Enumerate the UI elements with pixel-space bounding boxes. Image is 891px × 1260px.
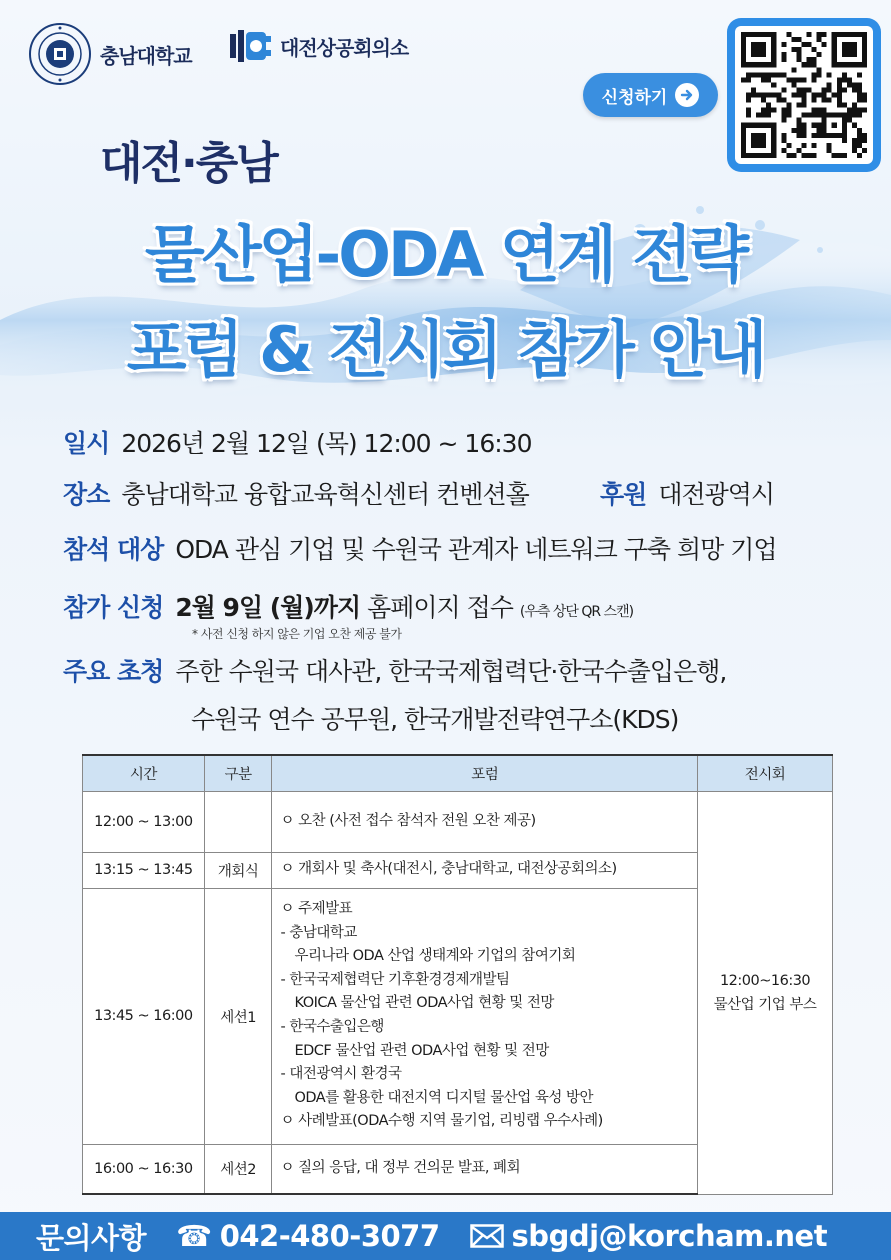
invite-label: 주요 초청 [63,657,164,686]
info-sponsor [600,475,774,511]
forum-line: - 대전광역시 환경국 [280,1066,402,1083]
phone-icon: ☎ [176,1219,212,1253]
title-region: 대전·충남 [100,138,277,189]
target-label: 참석 대상 [63,535,164,564]
phone-number: 042-480-3077 [219,1219,440,1253]
info-invite-2 [191,700,678,736]
forum-line: EDCF 물산업 관련 ODA사업 현황 및 전망 [294,1042,549,1059]
exhibition-desc: 물산업 기업 부스 [713,996,817,1013]
forum-line: - 한국국제협력단 기후환경경제개발팀 [280,971,510,988]
title-main-line2: 포럼 & 전시회 참가 안내 [126,313,765,386]
sponsor-value: 대전광역시 [658,480,775,509]
cnu-logo [28,22,192,86]
sponsor-label: 후원 [600,480,647,509]
contact-email[interactable] [470,1219,828,1253]
venue-value: 충남대학교 융합교육혁신센터 컨벤션홀 [121,480,529,509]
qr-code-icon [741,32,867,158]
apply-note: * 사전 신청 하지 않은 기업 오찬 제공 불가 [192,627,402,641]
university-seal-icon [28,22,92,86]
forum-line: ㅇ 주제발표 [280,901,353,918]
info-date [63,424,531,460]
table-header-row [83,755,833,791]
forum-line: - 한국수출입은행 [280,1019,384,1035]
arrow-right-icon [675,83,699,107]
apply-deadline: 2월 9일 (월)까지 [175,593,361,622]
target-value: ODA 관심 기업 및 수원국 관계자 네트워크 구축 희망 기업 [175,535,777,564]
invite-line1: 주한 수원국 대사관, 한국국제협력단·한국수출입은행, [175,657,727,686]
row-category [204,791,272,852]
row-forum [272,1144,698,1194]
row-forum [272,791,698,852]
apply-button[interactable] [583,73,718,117]
header-forum: 포럼 [272,755,698,791]
contact-footer [0,1212,891,1260]
qr-code[interactable] [727,18,881,172]
chamber-name: 대전상공회의소 [280,35,409,60]
forum-line: KOICA 물산업 관련 ODA사업 현황 및 전망 [294,995,554,1012]
apply-label: 참가 신청 [63,593,164,622]
gear-logo-icon [228,26,274,66]
row-time: 13:45 ~ 16:00 [83,888,205,1144]
invite-line2: 수원국 연수 공무원, 한국개발전략연구소(KDS) [191,705,679,734]
schedule-table [82,754,833,1195]
header-exhibition: 전시회 [698,755,833,791]
forum-line: ㅇ 개회사 및 축사(대전시, 충남대학교, 대전상공회의소) [280,861,617,878]
row-time: 13:15 ~ 13:45 [83,852,205,888]
forum-line: - 충남대학교 [280,924,357,941]
row-forum [272,852,698,888]
forum-line: 우리나라 ODA 산업 생태계와 기업의 참여기회 [294,948,576,965]
contact-phone[interactable] [176,1219,439,1253]
forum-line: ㅇ 사례발표(ODA수행 지역 물기업, 리빙랩 우수사례) [280,1113,603,1130]
row-time: 16:00 ~ 16:30 [83,1144,205,1194]
date-value: 2026년 2월 12일 (목) 12:00 ~ 16:30 [121,429,532,458]
info-venue [63,475,529,511]
apply-value: 홈페이지 접수 [367,593,513,622]
row-category: 세션2 [204,1144,272,1194]
info-invite [63,652,726,688]
table-row [83,791,833,852]
date-label: 일시 [63,429,110,458]
apply-hint: (우측 상단 QR 스캔) [519,604,634,620]
university-name: 충남대학교 [100,43,192,68]
exhibition-cell [698,791,833,1194]
forum-line: ㅇ 오찬 (사전 접수 참석자 전원 오찬 제공) [280,812,536,829]
title-main-line1: 물산업-ODA 연계 전략 [144,218,747,291]
contact-label: 문의사항 [36,1220,147,1255]
forum-line: ㅇ 질의 응답, 대 정부 건의문 발표, 폐회 [280,1159,521,1176]
info-target [63,530,777,566]
forum-line: ODA를 활용한 대전지역 디지털 물산업 육성 방안 [294,1089,594,1106]
apply-button-label: 신청하기 [601,87,668,107]
info-apply [63,588,633,624]
header-category: 구분 [204,755,272,791]
exhibition-time: 12:00~16:30 [719,972,811,989]
row-category: 세션1 [204,888,272,1144]
header-time: 시간 [83,755,205,791]
row-time: 12:00 ~ 13:00 [83,791,205,852]
venue-label: 장소 [63,480,110,509]
mail-icon [470,1224,504,1248]
row-category: 개회식 [204,852,272,888]
row-forum [272,888,698,1144]
email-address: sbgdj@korcham.net [511,1219,828,1253]
kcci-logo [228,26,408,66]
